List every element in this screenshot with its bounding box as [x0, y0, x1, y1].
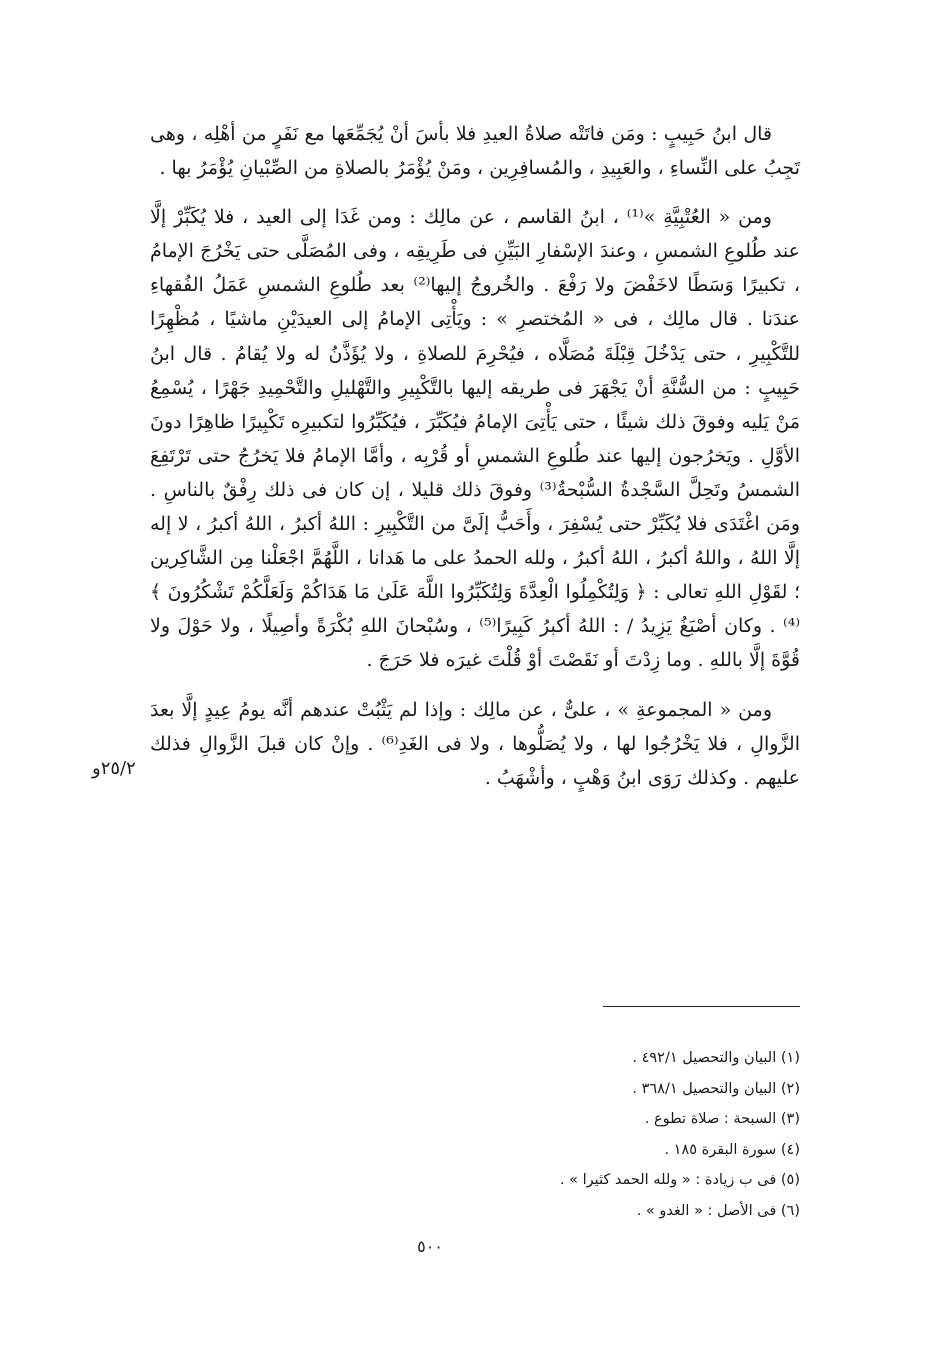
paragraph-ibn-habib: قال ابنُ حَبِيبٍ : ومَن فاتَتْه صلاةُ العيدِ فلا بأسَ أنْ يُجَمِّعَها مع نَفَرٍ من أهْلِه ، وهى تَجِبُ على النِّساءِ ، والعَبِيدِ ، والمُسافِرِين ، ومَنْ يُؤْمَرُ بالصلاةِ من الصِّبْيانِ يُؤْمَرُ بها . [150, 123, 800, 180]
main-text [150, 117, 800, 810]
footnote-5: (٥) فى ب زيادة : « ولله الحمد كثيرا » . [559, 1172, 800, 1188]
footnote-6: (٦) فى الأصل : « الغدو » . [636, 1202, 800, 1219]
footnote-4: (٤) سورة البقرة ١٨٥ . [664, 1141, 800, 1158]
footnotes-list [300, 1043, 800, 1226]
footnote-2: (٢) البيان والتحصيل ٣٦٨/١ . [632, 1080, 800, 1097]
footnote-1: (١) البيان والتحصيل ٤٩٢/١ . [632, 1050, 800, 1066]
paragraph-majmuaa: ومن « المجموعةِ » ، علىٌّ ، عن مالِك : وإذا لم يَثْبُتْ عندهم أنَّه يومُ عِيدٍ إلَّا بعدَ الزَّوالِ ، فلا يَخْرُجُوا لها ، ولا يُصَلُّوها ، ولا فى الغَدِ⁽⁶⁾ . وإنْ كان قبلَ الزَّوالِ فذلك عليهم . وكذلك رَوَى ابنُ وَهْبٍ ، وأشْهَبُ . [150, 698, 800, 789]
footnote-3: (٣) السبحة : صلاة تطوع . [644, 1111, 800, 1127]
folio-margin-note: ٢٥/٢و [92, 758, 136, 779]
footnote-divider [603, 1006, 800, 1007]
page-number: ٥٠٠ [417, 1237, 443, 1256]
paragraph-utbiyya: ومن « العُتْبِيَّةِ »⁽¹⁾ ، ابنُ القاسم ، عن مالِك : ومن غَدَا إلى العيد ، فلا يُكَبِّرْ إلَّا عند طُلوعِ الشمسِ ، وعندَ الإسْفارِ البَيِّنِ فى طَرِيقِه ، وفى المُصَلَّى حتى يَخْرُجَ الإمامُ ، تكبيرًا وَسَطًا لاخَفْضَ ولا رَفْعَ . والخُروجُ إليها⁽²⁾ بعد طُلوعِ الشمسِ عَمَلُ الفُقهاءِ عندَنا . قال مالِك ، فى « المُختصرِ » : ويَأْتِى الإمامُ إلى العيدَيْنِ ماشيًا ، مُظْهِرًا للتَّكْبِيرِ ، حتى يَدْخُلَ قِبْلَةَ مُصَلَّاه ، فيُحْرِمَ للصلاةِ ، ولا يُؤَذَّنُ له ولا يُقامُ . قال ابنُ حَبِيبٍ : من السُّنَّةِ أنْ يَجْهَرَ فى طريقه إليها بالتَّكْبِيرِ والتَّهْليلِ والتَّحْمِيدِ جَهْرًا ، يُسْمِعُ مَنْ يَليه وفوقَ ذلك شيئًا ، حتى يَأْتِىَ الإمامُ فيُكَبِّرَ ، فيُكَبِّرُوا لتكبيرِه تَكْبِيرًا ظاهِرًا دونَ الأوَّلِ . ويَخرُجون إليها عند طُلوعِ الشمسِ أو قُرْبِه ، وأمَّا الإمامُ فلا يَخرُجُ حتى تَرْتَفِعَ الشمسُ وتَحِلَّ السَّجْدةُ السُّبْحةُ⁽³⁾ وفوقَ ذلك قليلا ، إن كان فى ذلك رِفْقٌ بالناسِ . ومَن اغْتَدَى فلا يُكَبِّرْ حتى يُسْفِرَ ، وأَحَبُّ إلَىَّ من التَّكْبِيرِ : اللهُ أكبرُ ، اللهُ أكبرُ ، لا إله إلَّا اللهُ ، واللهُ أكبرُ ، اللهُ أكبرُ ، ولله الحمدُ على ما هَدانا ، اللَّهُمَّ اجْعَلْنا مِن الشَّاكِرين ؛ لقَوْلِ اللهِ تعالى : ﴿ وَلِتُكْمِلُوا الْعِدَّةَ وَلِتُكَبِّرُوا اللَّهَ عَلَىٰ مَا هَدَاكُمْ وَلَعَلَّكُمْ تَشْكُرُونَ ﴾⁽⁴⁾ . وكان أصْبَغُ يَزِيدُ / : اللهُ أكبرُ كَبِيرًا⁽⁵⁾ ، وسُبْحانَ اللهِ بُكْرَةً وأصِيلًا ، ولا حَوْلَ ولا قُوَّةَ إلَّا باللهِ . وما زِدْتَ أو نَقَصْتَ أوْ قُلْتَ غيرَه فلا حَرَجَ . [150, 206, 800, 672]
